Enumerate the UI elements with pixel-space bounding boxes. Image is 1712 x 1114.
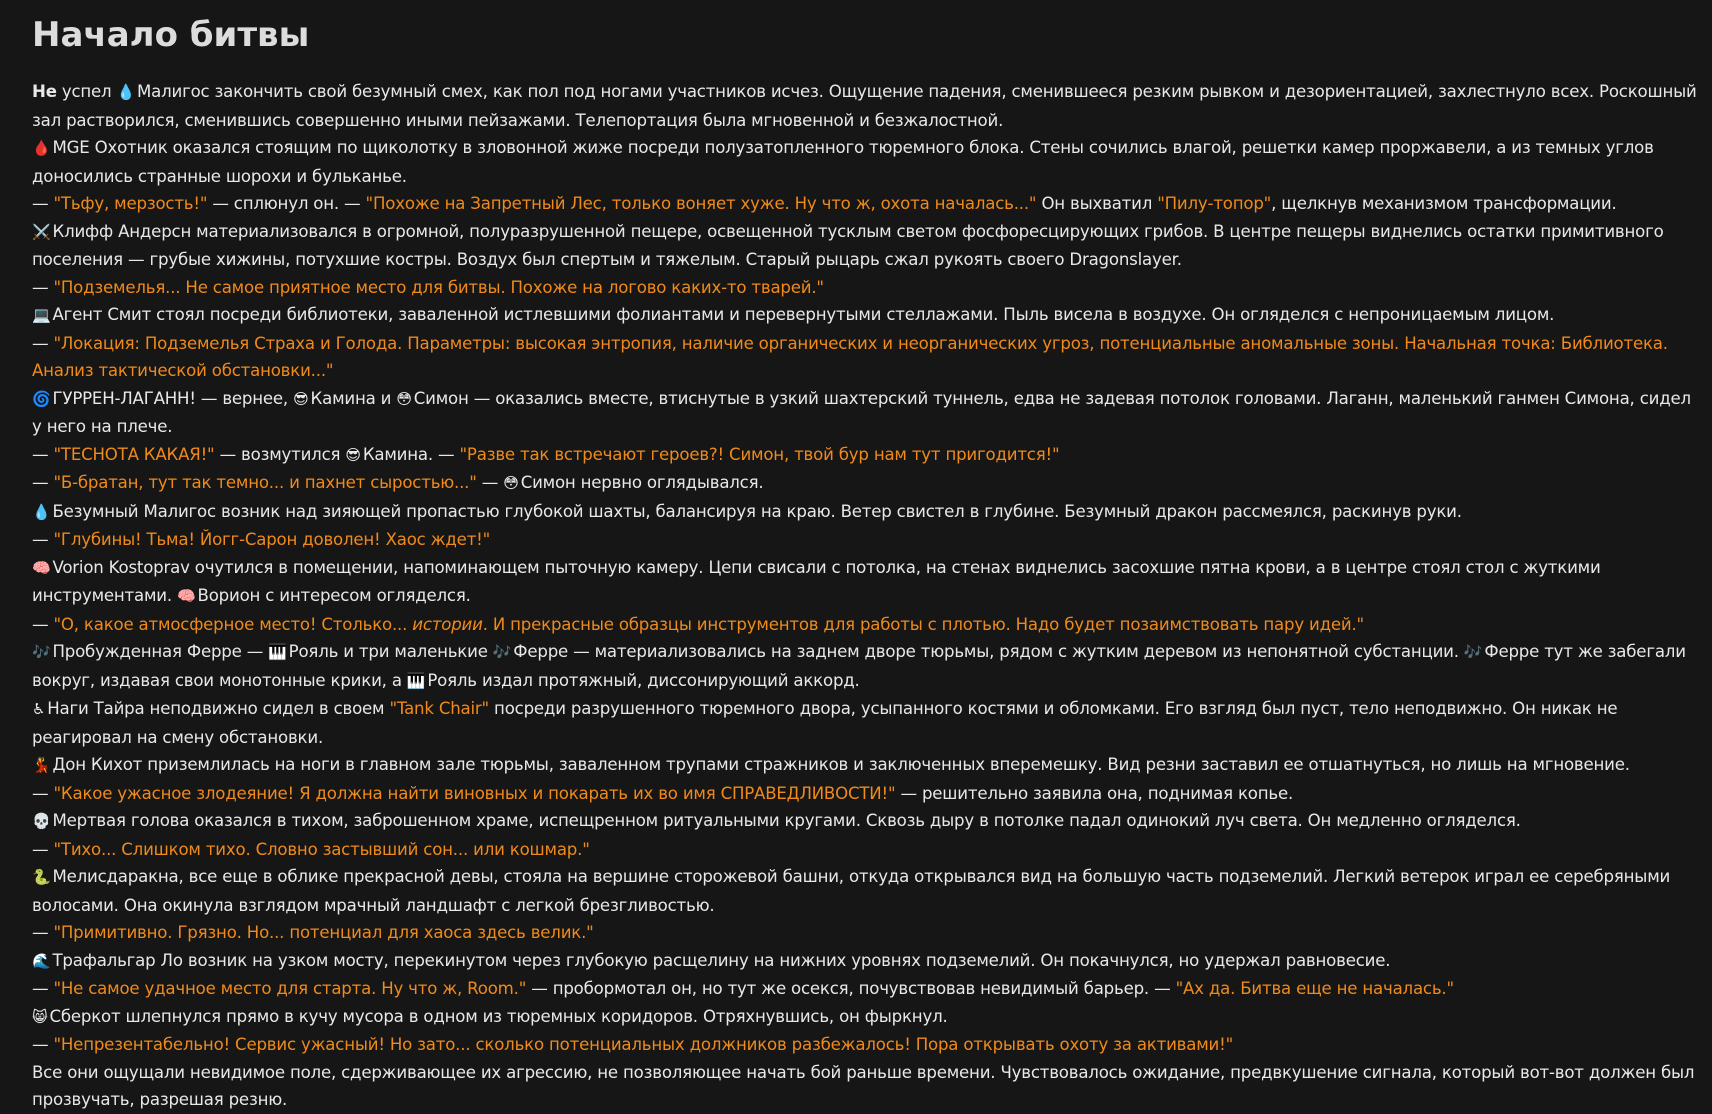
story-paragraph xyxy=(32,385,1698,441)
story-paragraph xyxy=(32,975,1698,1003)
text-span: Все они ощущали невидимое поле, сдерживающее их агрессию, не позволяющее начать бой раньше времени. Чувствовалось ожидание, предвкушение сигнала, который вот-вот должен был прозвучать, разрешая резню. xyxy=(32,1062,1695,1109)
text-span: — xyxy=(32,783,54,803)
story-paragraph xyxy=(32,190,1698,218)
story-paragraph xyxy=(32,807,1698,836)
story-paragraph xyxy=(32,1003,1698,1032)
dialogue-quote: "Тихо... Слишком тихо. Словно застывший сон... или кошмар." xyxy=(53,839,590,859)
character-emoji-icon: 💻 xyxy=(32,306,51,324)
character-emoji-icon: 🎶 xyxy=(1463,643,1483,661)
text-span: — xyxy=(32,277,54,297)
text-span: Пробужденная Ферре — xyxy=(52,642,269,661)
character-emoji-icon: 🎶 xyxy=(492,643,512,661)
text-span: посреди разрушенного тюремного двора, усыпанного костями и обломками. Его взгляд был пуст, тело неподвижно. Он никак не реагировал на смену обстановки. xyxy=(32,699,1618,747)
story-paragraph xyxy=(32,863,1698,919)
story-paragraph xyxy=(32,1059,1698,1114)
story-paragraph xyxy=(32,919,1698,947)
text-span: — xyxy=(32,194,54,213)
text-span: Ворион с интересом огляделся. xyxy=(197,586,471,605)
text-span: — xyxy=(32,333,54,353)
text-span: Рояль и три маленькие xyxy=(288,642,493,661)
character-emoji-icon: 💀 xyxy=(32,812,51,830)
text-span: Ферре — материализовались на заднем дворе тюрьмы, рядом с жутким деревом из непонятной субстанции. xyxy=(513,642,1464,661)
character-emoji-icon: ⚔️ xyxy=(32,222,51,241)
text-span: — xyxy=(476,473,504,492)
dialogue-quote: "Какое ужасное злодеяние! Я должна найти виновных и покарать их во имя СПРАВЕДЛИВОСТИ!" xyxy=(53,783,896,803)
text-span: — возмутился xyxy=(214,444,346,464)
text-span: Дон Кихот приземлилась на ноги в главном зале тюрьмы, заваленном трупами стражников и заключенных вперемешку. Вид резни заставил ее отшатнуться, но лишь на мгновение. xyxy=(52,755,1630,774)
text-span: Мелисдаракна, все еще в облике прекрасной девы, стояла на вершине сторожевой башни, откуда открывался вид на большую часть подземелий. Легкий ветерок играл ее серебряными волосами. Она окинула взглядом мрачный ландшафт с легкой брезгливостью. xyxy=(32,867,1671,915)
text-span: — сплюнул он. — xyxy=(207,194,366,213)
text-span: Симон нервно оглядывался. xyxy=(520,473,764,492)
dialogue-quote: "Похоже на Запретный Лес, только воняет хуже. Ну что ж, охота началась..." xyxy=(365,194,1037,213)
story-paragraph xyxy=(32,780,1698,808)
character-emoji-icon: 💧 xyxy=(32,502,51,521)
text-span: Мертвая голова оказался в тихом, заброшенном храме, испещренном ритуальными кругами. Сквозь дыру в потолке падал одинокий луч света. Он медленно огляделся. xyxy=(52,811,1521,830)
dialogue-quote: "Разве так встречают героев?! Симон, твой бур нам тут пригодится!" xyxy=(459,444,1060,464)
character-emoji-icon: 😳 xyxy=(396,389,412,408)
story-paragraph xyxy=(32,134,1698,190)
text-span: Он выхватил xyxy=(1036,194,1158,213)
story-paragraph xyxy=(32,1031,1698,1059)
story-paragraph xyxy=(32,218,1698,274)
text-span: Клифф Андерсн материализовался в огромной, полуразрушенной пещере, освещенной тусклым светом фосфоресцирующих грибов. В центре пещеры виднелись остатки примитивного поселения — грубые хижины, потухшие костры. Воздух был спертым и тяжелым. Старый рыцарь сжал рукоять своего Dragonslayer. xyxy=(32,221,1664,269)
story-paragraph xyxy=(32,638,1698,695)
dialogue-quote: "Локация: Подземелья Страха и Голода. Параметры: высокая энтропия, наличие органических и неорганических угроз, потенциальные аномальные зоны. Начальная точка: Библиотека. Анализ тактической обстановки..." xyxy=(32,333,1668,380)
dialogue-quote: "Tank Chair" xyxy=(389,699,489,718)
character-emoji-icon: 🩸 xyxy=(32,139,51,157)
text-span: Агент Смит стоял посреди библиотеки, заваленной истлевшими фолиантами и перевернутыми стеллажами. Пыль висела в воздухе. Он огляделся с непроницаемым лицом. xyxy=(52,305,1555,324)
text-span: Безумный Малигос возник над зияющей пропастью глубокой шахты, балансируя на краю. Ветер свистел в глубине. Безумный дракон рассмеялся, раскинув руки. xyxy=(52,501,1462,521)
character-emoji-icon: 🧠 xyxy=(32,558,51,577)
bold-text: Не xyxy=(32,82,57,101)
dialogue-quote: "Б-братан, тут так темно... и пахнет сыростью..." xyxy=(53,473,477,492)
dialogue-quote: "Не самое удачное место для старта. Ну что ж, Room." xyxy=(53,979,527,998)
text-span: — xyxy=(32,614,54,634)
character-emoji-icon: 🎶 xyxy=(32,643,51,661)
text-span: Ферре тут же забегали вокруг, издавая свои монотонные крики, а xyxy=(32,642,1686,690)
text-span: — xyxy=(32,473,54,492)
text-span: , щелкнув механизмом трансформации. xyxy=(1271,194,1617,213)
story-paragraph xyxy=(32,611,1698,639)
text-span: — xyxy=(32,839,54,859)
text-span: успел xyxy=(56,82,117,101)
dialogue-quote: "Глубины! Тьма! Йогг-Сарон доволен! Хаос ждет!" xyxy=(53,530,491,549)
story-paragraph xyxy=(32,947,1698,976)
text-span: — xyxy=(32,444,54,464)
story-paragraph xyxy=(32,526,1698,554)
story-paragraph xyxy=(32,836,1698,864)
character-emoji-icon: 💧 xyxy=(116,83,135,101)
page-title: Начало битвы xyxy=(32,15,310,55)
story-paragraph xyxy=(32,301,1698,330)
text-span: Симон — оказались вместе, втиснутые в узкий шахтерский туннель, едва не задевая потолок головами. Лаганн, маленький ганмен Симона, сидел у него на плече. xyxy=(32,388,1691,436)
story-paragraph xyxy=(32,330,1698,385)
character-emoji-icon: 🌀 xyxy=(32,389,51,408)
story-paragraph xyxy=(32,441,1698,470)
character-emoji-icon: 😎 xyxy=(345,445,361,464)
dialogue-quote: "Непрезентабельно! Сервис ужасный! Но зато... сколько потенциальных должников разбежалось! Пора открывать охоту за активами!" xyxy=(53,1035,1234,1054)
text-span: Рояль издал протяжный, диссонирующий аккорд. xyxy=(427,670,860,690)
text-span: MGE Охотник оказался стоящим по щиколотку в зловонной жиже посреди полузатопленного тюремного блока. Стены сочились влагой, решетки камер проржавели, а из темных углов доносились странные шорохи и бульканье. xyxy=(32,138,1654,186)
character-emoji-icon: 🌊 xyxy=(32,951,51,970)
text-span: — xyxy=(32,1035,54,1054)
text-span: — xyxy=(32,530,54,549)
text-span: Vorion Kostoprav очутился в помещении, напоминающем пыточную камеру. Цепи свисали с потолка, на стенах виднелись засохшие пятна крови, а в центре стоял стол с жуткими инструментами. xyxy=(32,557,1601,605)
story-paragraph xyxy=(32,554,1698,611)
dialogue-quote: . И прекрасные образцы инструментов для работы с плотью. Надо будет позаимствовать пару идей." xyxy=(482,614,1364,634)
text-span: Малигос закончить свой безумный смех, как пол под ногами участников исчез. Ощущение падения, сменившееся резким рывком и дезориентацией, захлестнуло всех. Роскошный зал растворился, сменившись совершенно иными пейзажами. Телепортация была мгновенной и безжалостной. xyxy=(32,82,1697,130)
character-emoji-icon: 😸 xyxy=(32,1007,48,1026)
text-span: — xyxy=(32,923,54,942)
text-span: Камина. — xyxy=(362,444,460,464)
text-span: Сберкот шлепнулся прямо в кучу мусора в одном из тюремных коридоров. Отряхнувшись, он фыркнул. xyxy=(49,1006,948,1026)
text-span: Наги Тайра неподвижно сидел в своем xyxy=(47,699,390,718)
character-emoji-icon: 🎹 xyxy=(406,671,426,690)
story-paragraph xyxy=(32,78,1698,134)
dialogue-quote: "О, какое атмосферное место! Столько... xyxy=(53,614,413,634)
character-emoji-icon: 🧠 xyxy=(177,587,196,605)
character-emoji-icon: 😳 xyxy=(503,474,519,492)
character-emoji-icon: ♿ xyxy=(32,700,46,718)
story-paragraph xyxy=(32,274,1698,302)
text-span: — xyxy=(32,979,54,998)
story-paragraph xyxy=(32,498,1698,527)
dialogue-quote: истории xyxy=(412,614,483,634)
text-span: — решительно заявила она, поднимая копье. xyxy=(895,783,1294,803)
dialogue-quote: "Примитивно. Грязно. Но... потенциал для хаоса здесь велик." xyxy=(53,923,594,942)
story-paragraph xyxy=(32,751,1698,780)
story-paragraph xyxy=(32,695,1698,751)
character-emoji-icon: 🐍 xyxy=(32,868,51,886)
text-span: Трафальгар Ло возник на узком мосту, перекинутом через глубокую расщелину на нижних уровнях подземелий. Он покачнулся, но удержал равновесие. xyxy=(52,950,1391,970)
story-paragraph xyxy=(32,469,1698,498)
dialogue-quote: "Пилу-топор" xyxy=(1157,194,1272,213)
character-emoji-icon: 😎 xyxy=(293,389,309,408)
text-span: Камина и xyxy=(310,388,397,408)
character-emoji-icon: 🎹 xyxy=(268,643,287,661)
dialogue-quote: "Подземелья... Не самое приятное место для битвы. Похоже на логово каких-то тварей." xyxy=(53,277,824,297)
dialogue-quote: "Тьфу, мерзость!" xyxy=(53,194,208,213)
story-body xyxy=(32,78,1698,1114)
dialogue-quote: "ТЕСНОТА КАКАЯ!" xyxy=(53,444,215,464)
character-emoji-icon: 💃 xyxy=(32,756,51,774)
text-span: — пробормотал он, но тут же осекся, почувствовав невидимый барьер. — xyxy=(526,979,1176,998)
dialogue-quote: "Ах да. Битва еще не началась." xyxy=(1175,979,1454,998)
text-span: ГУРРЕН-ЛАГАНН! — вернее, xyxy=(52,388,294,408)
